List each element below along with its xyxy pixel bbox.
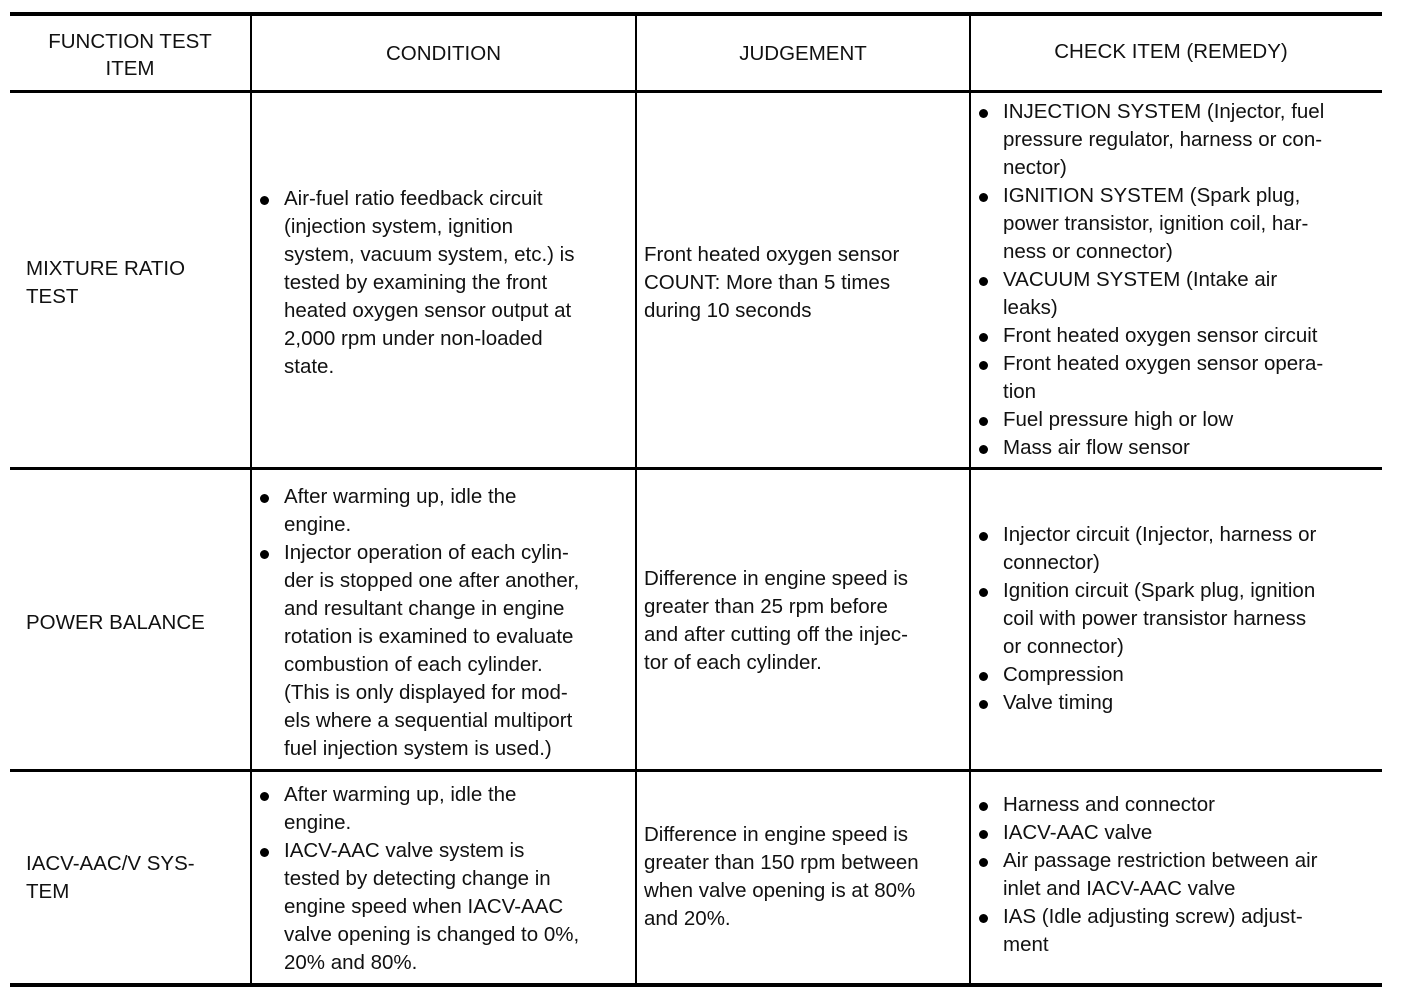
check-bullet: Harness and connector (971, 791, 1379, 819)
check-bullet: IGNITION SYSTEM (Spark plug, power transistor, ignition coil, har- ness or connector) (971, 182, 1379, 266)
check-bullet: Mass air flow sensor (971, 434, 1379, 462)
check-bullet: Ignition circuit (Spark plug, ignition coil with power transistor harness or connector) (971, 577, 1379, 661)
header-judgement: JUDGEMENT (739, 42, 867, 65)
row-3-check (971, 791, 1379, 959)
row-3-judgement: Difference in engine speed is greater than 150 rpm between when valve opening is at 80% and 20%. (644, 823, 919, 930)
condition-bullet: IACV-AAC valve system is tested by detecting change in engine speed when IACV-AAC valve opening is changed to 0%, 20% and 80%. (252, 837, 632, 977)
row-2-condition (252, 483, 632, 763)
condition-bullet: After warming up, idle the engine. (252, 483, 632, 539)
row-divider-1 (10, 467, 1382, 470)
row-3-condition (252, 781, 632, 977)
row-1-condition (252, 185, 632, 381)
row-3-item: IACV-AAC/V SYS- TEM (26, 852, 195, 903)
check-bullet: Compression (971, 661, 1379, 689)
table-bottom-border (10, 983, 1382, 987)
column-divider-2 (635, 14, 637, 985)
condition-bullet: Injector operation of each cylin- der is stopped one after another, and resultant change in engine rotation is examined to evaluate combustion of each cylinder. (This is only displayed for mod- els where a sequential multiport fuel injection system is used.) (252, 539, 632, 763)
check-bullet: Front heated oxygen sensor opera- tion (971, 350, 1379, 406)
row-1-judgement: Front heated oxygen sensor COUNT: More than 5 times during 10 seconds (644, 243, 900, 322)
row-1-item: MIXTURE RATIO TEST (26, 257, 186, 308)
condition-bullet: Air-fuel ratio feedback circuit (injection system, ignition system, vacuum system, etc.) is tested by examining the front heated oxygen sensor output at 2,000 rpm under non-loaded state. (252, 185, 632, 381)
row-1-check (971, 98, 1379, 462)
check-bullet: IAS (Idle adjusting screw) adjust- ment (971, 903, 1379, 959)
check-bullet: IACV-AAC valve (971, 819, 1379, 847)
row-2-item: POWER BALANCE (26, 611, 205, 634)
check-bullet: VACUUM SYSTEM (Intake air leaks) (971, 266, 1379, 322)
header-divider (10, 90, 1382, 93)
row-2-check (971, 521, 1379, 717)
check-bullet: Fuel pressure high or low (971, 406, 1379, 434)
check-bullet: Valve timing (971, 689, 1379, 717)
row-divider-2 (10, 769, 1382, 772)
check-bullet: Injector circuit (Injector, harness or connector) (971, 521, 1379, 577)
header-check-item: CHECK ITEM (REMEDY) (1054, 40, 1288, 63)
check-bullet: Air passage restriction between air inlet and IACV-AAC valve (971, 847, 1379, 903)
check-bullet: Front heated oxygen sensor circuit (971, 322, 1379, 350)
header-function-test-item: FUNCTION TEST ITEM (48, 30, 212, 80)
condition-bullet: After warming up, idle the engine. (252, 781, 632, 837)
header-condition: CONDITION (385, 42, 502, 65)
table-top-border (10, 12, 1382, 16)
row-2-judgement: Difference in engine speed is greater than 25 rpm before and after cutting off the injec- tor of each cylinder. (644, 567, 909, 674)
check-bullet: INJECTION SYSTEM (Injector, fuel pressure regulator, harness or con- nector) (971, 98, 1379, 182)
